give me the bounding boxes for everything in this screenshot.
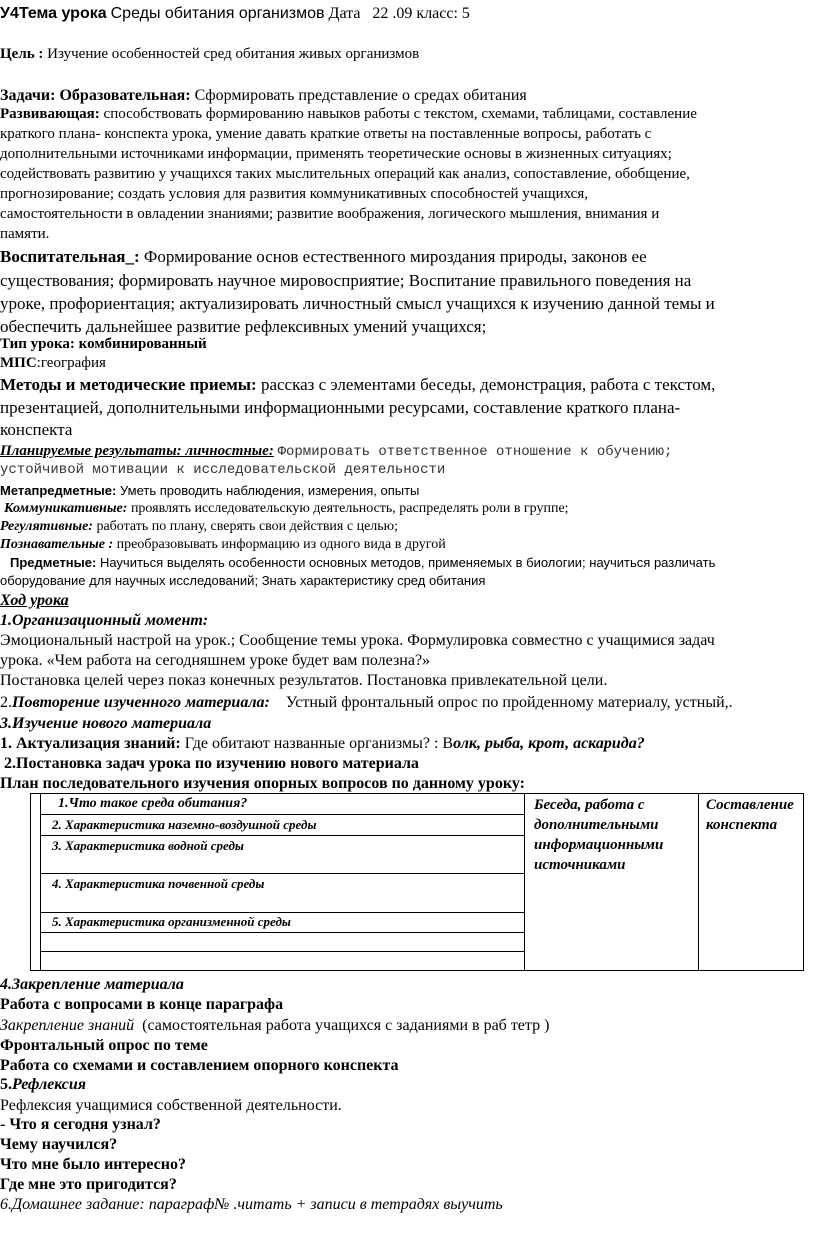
plan-col2-line-1: Беседа, работа с (534, 797, 645, 813)
goal-text: Изучение особенностей сред обитания живых организмов (47, 46, 420, 62)
reflection-q4: Где мне это пригодится? (0, 1176, 177, 1193)
methods-line-2: презентацией, дополнительными информационными ресурсами, составление краткого плана- (0, 398, 681, 417)
reflection-text: Рефлексия учащимися собственной деятельности. (0, 1097, 342, 1114)
subject-text-1: Научиться выделять особенности основных методов, применяемых в биологии; научиться различать (99, 555, 716, 570)
knowledge-line (0, 1016, 549, 1036)
dev-line-6: самостоятельности в овладении знаниями; развитие воображения, логического мышления, внимания и (0, 206, 660, 222)
plan-row-1: 1.Что такое среда обитания? (58, 796, 248, 811)
comm-line (4, 500, 569, 518)
reflection-q2: Чему научился? (0, 1136, 118, 1153)
course-title-line (0, 591, 69, 611)
plan-row-5: 5. Характеристика организменной среды (52, 914, 291, 929)
reflection-title: Рефлексия (12, 1076, 87, 1093)
plan-row-3: 3. Характеристика водной среды (52, 838, 244, 853)
upbr-text: Формирование основ естественного мироздания природы, законов ее (143, 247, 647, 266)
reflection-num: 5. (0, 1076, 12, 1093)
lesson-type-line (0, 335, 207, 354)
edu-label: Образовательная: (59, 87, 191, 104)
cog-text: преобразовывать информацию из одного вида в другой (116, 537, 446, 552)
header-line (0, 4, 470, 24)
reflection-q1-line (0, 1115, 161, 1135)
upbr-label: Воспитательная_: (0, 247, 140, 266)
course-title: Ход урока (0, 592, 69, 609)
s3-title: 3.Изучение нового материала (0, 715, 212, 732)
dev-line-2: краткого плана- конспекта урока, умение давать краткие ответы на поставленные вопросы, работать с (0, 126, 652, 142)
questions-text: Работа с вопросами в конце параграфа (0, 996, 284, 1013)
reflection-q2-line (0, 1135, 117, 1155)
date-label: Дата (328, 5, 361, 22)
homework-text: Домашнее задание: параграф№ .читать + записи в тетрадях выучить (12, 1196, 503, 1213)
act-answer: олк, рыба, крот, аскарида? (453, 735, 645, 752)
methods-line-3: конспекта (0, 420, 73, 439)
s1-line-2: урока. «Чем работа на сегодняшнем уроке будет вам полезна?» (0, 652, 431, 669)
subject-label: Предметные: (10, 555, 97, 570)
actualization-line (0, 734, 645, 754)
dev-line-7: памяти. (0, 226, 50, 242)
tasks-label: Задачи: (0, 87, 56, 104)
task-setting: 2.Постановка задач урока по изучению нового материала (4, 755, 419, 772)
plan-title: План последовательного изучения опорных вопросов по данному уроку: (0, 775, 525, 792)
goal-line (0, 45, 419, 64)
frontal-line (0, 1036, 208, 1056)
schemes-text: Работа со схемами и составлением опорного конспекта (0, 1057, 399, 1074)
plan-col2-line-4: источниками (534, 857, 626, 873)
reflection-q1: - Что я сегодня узнал? (0, 1116, 161, 1133)
s1-title: 1.Организационный момент: (0, 612, 209, 629)
subject-line-1 (10, 554, 715, 571)
goal-label: Цель : (0, 46, 44, 62)
reflection-q4-line (0, 1175, 177, 1195)
dev-text: способствовать формированию навыков работы с текстом, схемами, таблицами, составление (103, 106, 697, 122)
meta-text: Уметь проводить наблюдения, измерения, опыты (119, 483, 420, 498)
s3-title-line (0, 714, 211, 734)
subject-line-2 (0, 572, 485, 589)
s2-num: 2. (0, 694, 12, 711)
planned-line-1 (0, 442, 672, 461)
plan-col2-line-2: дополнительными (534, 817, 659, 833)
s2-title: Повторение изученного материала: (12, 694, 270, 711)
dev-label: Развивающая: (0, 106, 100, 122)
plan-title-line (0, 774, 525, 794)
s1-title-line (0, 611, 208, 631)
dev-line-4: содействовать развитию у учащихся таких мыслительных операций как анализ, сопоставление, обобщение, (0, 166, 690, 182)
dev-line-3: дополнительными источниками информации, применять теоретические основы в жизненных ситуациях; (0, 146, 672, 162)
upbr-line-3: уроке, профориентация; актуализировать личностный смысл учащихся к изучению данной темы и (0, 294, 715, 313)
reg-text: работать по плану, сверять свои действия с целью; (96, 519, 399, 534)
date-value: 22 .09 (372, 5, 413, 22)
lesson-type: Тип урока: комбинированный (0, 336, 207, 352)
knowledge-label: Закрепление знаний (0, 1017, 135, 1034)
plan-row-2: 2. Характеристика наземно-воздушной среды (52, 817, 317, 832)
knowledge-text: (самостоятельная работа учащихся с заданиями в раб тетр ) (142, 1017, 550, 1034)
reg-label: Регулятивные: (0, 519, 93, 534)
mps-line (0, 354, 106, 373)
task-setting-line (4, 754, 419, 774)
consolidation-title-line (0, 975, 184, 995)
class-label: класс: 5 (416, 5, 470, 22)
act-text: Где обитают названные организмы? : В (184, 735, 454, 752)
reflection-title-line (0, 1075, 86, 1095)
meta-line (0, 482, 419, 499)
frontal-text: Фронтальный опрос по теме (0, 1037, 208, 1054)
comm-label: Коммуникативные: (4, 501, 128, 516)
methods-text: рассказ с элементами беседы, демонстрация, работа с текстом, (260, 375, 716, 394)
lesson-topic: Среды обитания организмов (110, 5, 325, 22)
plan-col3-line-1: Составление (706, 797, 794, 813)
s1-line-3: Постановка целей через показ конечных результатов. Постановка привлекательной цели. (0, 672, 608, 689)
comm-text: проявлять исследовательскую деятельность, распределять роли в группе; (130, 501, 569, 516)
upbr-line-2: существования; формировать научное мировосприятие; Воспитание правильного поведения на (0, 271, 692, 290)
dev-line-5: прогнозирование; создать условия для развития коммуникативных способностей учащихся, (0, 186, 588, 202)
lesson-label: У4Тема урока (0, 5, 107, 22)
act-label: 1. Актуализация знаний: (0, 735, 181, 752)
tasks-line (0, 86, 527, 106)
plan-col2-line-3: информационными (534, 837, 664, 853)
questions-line (0, 995, 283, 1015)
cog-label: Познавательные : (0, 537, 114, 552)
planned-line-2: устойчивой мотивации к исследовательской деятельности (0, 462, 446, 478)
methods-label: Методы и методические приемы: (0, 375, 257, 394)
methods-line-1 (0, 374, 715, 395)
s2-line (0, 693, 733, 713)
meta-label: Метапредметные: (0, 483, 117, 498)
mps-label: МПС (0, 355, 37, 371)
consolidation-title: 4.Закрепление материала (0, 976, 184, 993)
reg-line (0, 518, 398, 536)
s1-line-1: Эмоциональный настрой на урок.; Сообщение темы урока. Формулировка совместно с учащимися задач (0, 632, 715, 649)
planned-label: Планируемые результаты: личностные: (0, 443, 274, 459)
reflection-q3: Что мне было интересно? (0, 1156, 186, 1173)
planned-text: Формировать ответственное отношение к обучению; (277, 444, 673, 460)
plan-row-4: 4. Характеристика почвенной среды (52, 876, 265, 891)
plan-col3-line-2: конспекта (706, 817, 778, 833)
subject-text-2: оборудование для научных исследований; (0, 573, 259, 588)
reflection-q3-line (0, 1155, 186, 1175)
dev-line-1 (0, 105, 697, 124)
homework-line (0, 1195, 503, 1215)
s2-text: Устный фронтальный опрос по пройденному материалу, устный,. (285, 694, 733, 711)
upbr-line-1 (0, 246, 647, 267)
edu-text: Сформировать представление о средах обитания (194, 87, 527, 104)
mps-text: :география (36, 355, 106, 371)
schemes-line (0, 1056, 399, 1076)
cog-line (0, 536, 446, 554)
subject-text-3: Знать характеристику сред обитания (261, 573, 486, 588)
upbr-line-4: обеспечить дальнейшее развитие рефлексивных умений учащихся; (0, 317, 487, 336)
plan-table (30, 793, 804, 971)
homework-num: 6. (0, 1196, 12, 1213)
